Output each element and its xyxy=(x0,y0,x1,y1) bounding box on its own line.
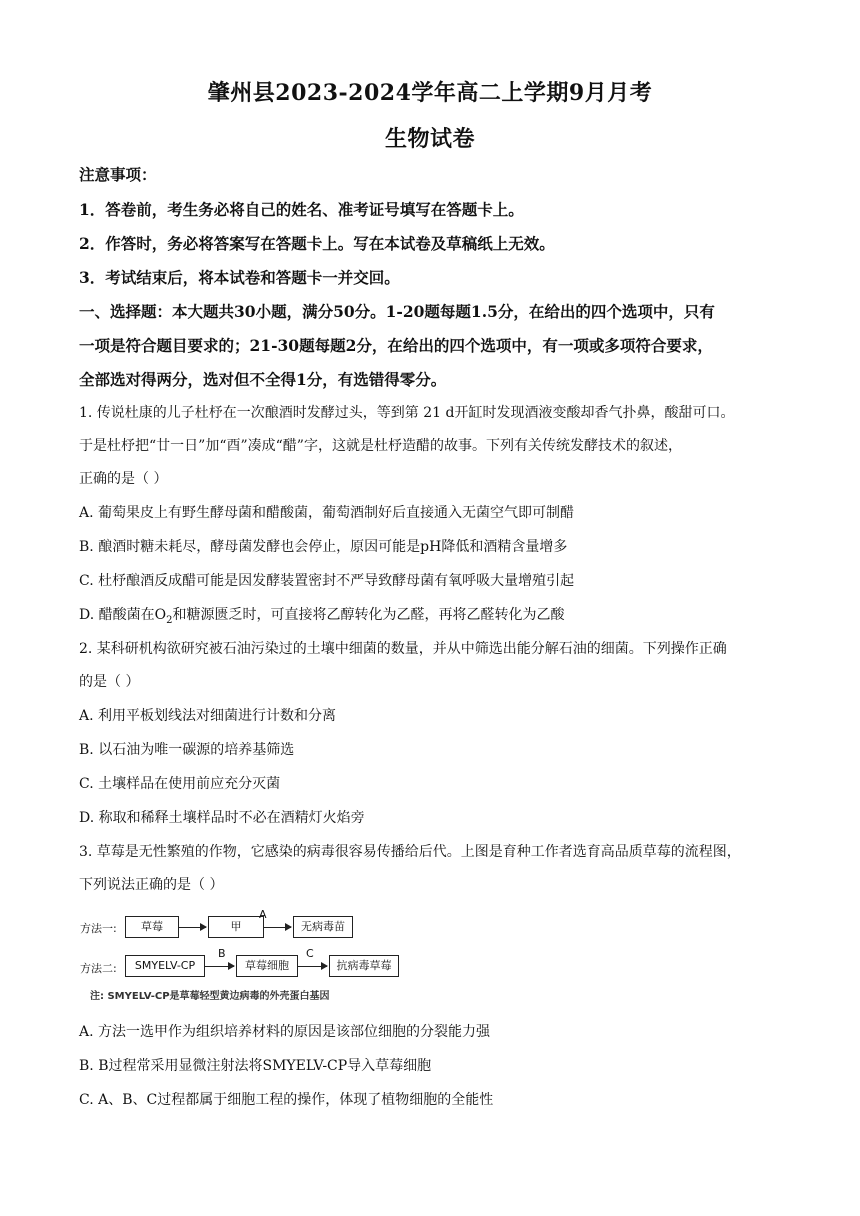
flow-arrow xyxy=(297,966,327,967)
question-1-option-c: C. 杜杼酿酒反成醋可能是因发酵装置密封不严导致酵母菌有氧呼吸大量增殖引起 xyxy=(79,573,575,589)
notice-item: 2．作答时，务必将答案写在答题卡上。写在本试卷及草稿纸上无效。 xyxy=(79,234,555,253)
method-2-label: 方法二: xyxy=(80,962,117,975)
question-2-option-a: A. 利用平板划线法对细菌进行计数和分离 xyxy=(79,708,337,724)
exam-subtitle: 生物试卷 xyxy=(384,126,475,152)
arrow-label-a: A xyxy=(259,908,267,921)
notice-item: 3．考试结束后，将本试卷和答题卡一并交回。 xyxy=(79,268,400,287)
question-1-option-a: A. 葡萄果皮上有野生酵母菌和醋酸菌，葡萄酒制好后直接通入无菌空气即可制醋 xyxy=(79,505,575,521)
flow-box-jia: 甲 xyxy=(208,916,264,938)
question-3-option-c: C. A、B、C过程都属于细胞工程的操作，体现了植物细胞的全能性 xyxy=(79,1092,494,1108)
notice-heading: 注意事项： xyxy=(79,165,157,184)
option-d-text: 和糖源匮乏时，可直接将乙醇转化为乙醛，再将乙醛转化为乙酸 xyxy=(172,607,565,623)
question-3-option-b: B. B过程常采用显微注射法将SMYELV-CP导入草莓细胞 xyxy=(79,1058,432,1074)
section-instructions: 一、选择题：本大题共30小题，满分50分。1-20题每题1.5分，在给出的四个选项中，只有 xyxy=(79,302,715,321)
arrow-label-b: B xyxy=(218,947,226,960)
section-instructions: 全部选对得两分，选对但不全得1分，有选错得零分。 xyxy=(79,370,447,389)
flow-arrow xyxy=(263,927,291,928)
flow-box-resistant: 抗病毒草莓 xyxy=(329,955,399,977)
notice-item: 1．答卷前，考生务必将自己的姓名、准考证号填写在答题卡上。 xyxy=(79,200,524,219)
flow-arrow xyxy=(204,966,234,967)
question-2-stem: 2. 某科研机构欲研究被石油污染过的土壤中细菌的数量，并从中筛选出能分解石油的细菌。下列操作正确 xyxy=(79,641,727,657)
section-instructions: 一项是符合题目要求的；21-30题每题2分，在给出的四个选项中，有一项或多项符合要求， xyxy=(79,336,713,355)
flowchart-diagram xyxy=(80,908,410,1008)
diagram-note: 注: SMYELV-CP是草莓轻型黄边病毒的外壳蛋白基因 xyxy=(90,991,330,1002)
question-1-stem: 正确的是（ ） xyxy=(79,471,168,487)
question-2-option-d: D. 称取和稀释土壤样品时不必在酒精灯火焰旁 xyxy=(79,810,365,826)
question-1-stem: 1. 传说杜康的儿子杜杼在一次酿酒时发酵过头，等到第 21 d开缸时发现酒液变酸却香气扑鼻，酸甜可口。 xyxy=(79,405,735,421)
method-1-label: 方法一: xyxy=(80,922,117,935)
question-3-stem: 下列说法正确的是（ ） xyxy=(79,877,224,893)
question-2-stem: 的是（ ） xyxy=(79,674,140,690)
question-1-stem: 于是杜杼把“廿一日”加“酉”凑成“醋”字，这就是杜杼造醋的故事。下列有关传统发酵技术的叙述， xyxy=(79,438,682,454)
question-2-option-b: B. 以石油为唯一碳源的培养基筛选 xyxy=(79,742,295,758)
question-3-option-a: A. 方法一选甲作为组织培养材料的原因是该部位细胞的分裂能力强 xyxy=(79,1024,491,1040)
arrow-label-c: C xyxy=(306,947,314,960)
flow-box-virus-free: 无病毒苗 xyxy=(293,916,353,938)
question-1-option-b: B. 酿酒时糖未耗尽，酵母菌发酵也会停止，原因可能是pH降低和酒精含量增多 xyxy=(79,539,568,555)
question-3-stem: 3. 草莓是无性繁殖的作物，它感染的病毒很容易传播给后代。上图是育种工作者选育高品质草莓的流程图， xyxy=(79,844,741,860)
question-2-option-c: C. 土壤样品在使用前应充分灭菌 xyxy=(79,776,281,792)
flow-box-gene: SMYELV-CP xyxy=(125,955,205,977)
oxygen-subscript: 2 xyxy=(166,614,173,626)
flow-arrow xyxy=(178,927,206,928)
question-1-option-d xyxy=(79,604,564,626)
flow-box-strawberry: 草莓 xyxy=(125,916,179,938)
flow-box-cell: 草莓细胞 xyxy=(236,955,298,977)
exam-title: 肇州县2023-2024学年高二上学期9月月考 xyxy=(207,80,653,106)
option-d-text: D. 醋酸菌在O xyxy=(79,607,167,623)
